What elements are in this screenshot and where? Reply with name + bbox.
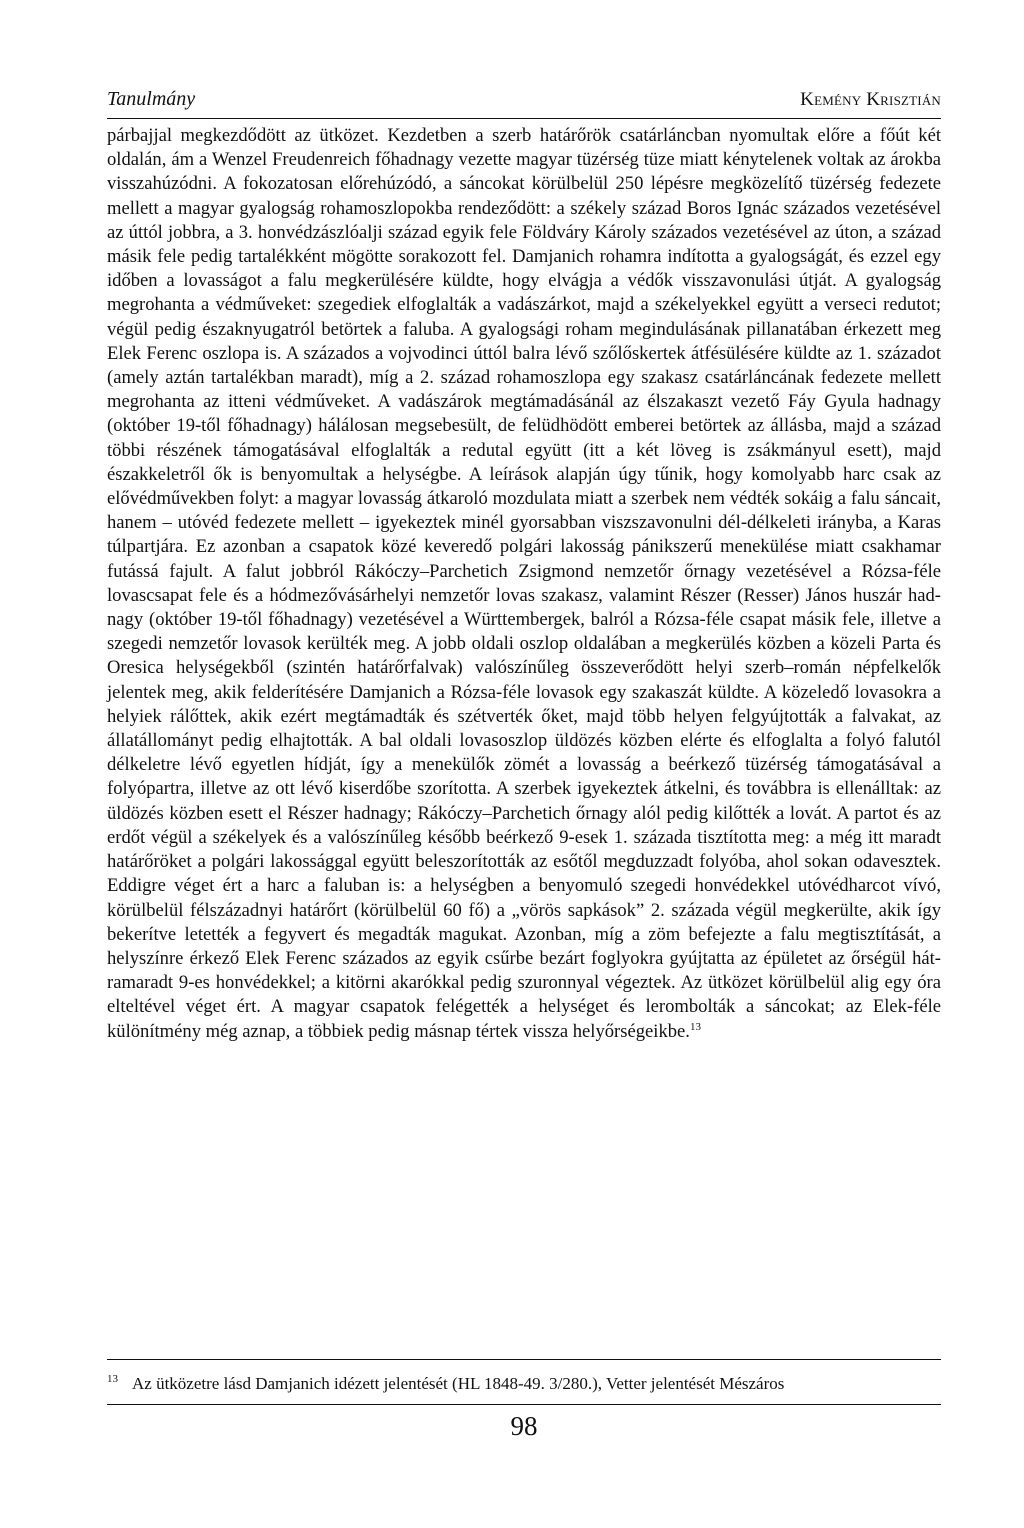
footnote-number: 13 xyxy=(107,1373,118,1386)
header-rule xyxy=(107,118,941,119)
author-name: Kemény Krisztián xyxy=(800,89,941,110)
running-header xyxy=(107,86,941,116)
section-title: Tanulmány xyxy=(107,88,196,110)
footnote-reference[interactable]: 13 xyxy=(689,1020,701,1033)
footnote-rule xyxy=(107,1359,941,1360)
body-paragraph xyxy=(107,124,941,1044)
footnote xyxy=(107,1373,941,1395)
footnote-text: Az ütközetre lásd Damjanich idézett jelentését (HL 1848-49. 3/280.), Vetter jelentését Mészáros xyxy=(132,1374,785,1393)
footnote-bottom-rule xyxy=(107,1404,941,1405)
document-page xyxy=(107,0,941,1528)
page-number: 98 xyxy=(510,1411,538,1441)
body-text: párbajjal megkezdődött az ütközet. Kezdetben a szerb határőrök csatárláncban nyomultak előre a főút két oldalán, ám a Wenzel Freudenreich főhadnagy vezette magyar tüzérség tüze miatt kénytelenek voltak az árokba visszahúzódni. A fokozatosan előrehúzódó, a sáncokat körülbelül 250 lépésre megközelítő tüzérség fedezete mellett a magyar gyalogság rohamoszlopokba rendeződött: a székely század Boros Ignác százados vezetésével az úttól jobbra, a 3. honvédzászlóalji század egyik fele Földváry Károly százados vezetésével az úton, a század másik fele pedig tartalékként mögötte sorakozott fel. Damjanich rohamra indította a gyalogságát, és ezzel egy időben a lovasságot a falu megkerülésére küldte, hogy elvágja a védők visszavonulási útját. A gyalogság megrohanta a védműveket: szegediek elfoglalták a vadászárkot, majd a székelyekkel együtt a verseci redutot; végül pedig északnyugatról betörtek a faluba. A gyalogsági roham megindulásának pillanatában érkezett meg Elek Ferenc oszlopa is. A százados a vojvodinci úttól balra lévő szőlőskertek átfésülésére küldte az 1. századot (amely aztán tartalékban maradt), míg a 2. század rohamoszlopa egy szakasz csatárláncának fedezete mellett megrohanta az itteni védműveket. A vadászárok megtámadásánál az élszakaszt vezető Fáy Gyula hadnagy (október 19-től főhadnagy) hálálosan megsebesült, de felüdhödött emberei betörtek az állásba, majd a század többi részének támogatásával elfoglalták a redutal együtt (itt a két löveg is zsákmányul esett), majd északkeletről ők is benyomultak a helységbe. A leírások alapján úgy tűnik, hogy komolyabb harc csak az elővédművekben folyt: a magyar lovasság átkaroló mozdulata miatt a szerbek nem védték sokáig a falu sáncait, hanem – utóvéd fedezete mellett – igyekeztek minél gyorsabban viszszavonulni dél-délkeleti irányba, a Karas túlpartjára. Ez azonban a csapatok közé keveredő polgári lakosság pánikszerű menekülése miatt csakhamar futássá fajult. A falut jobbról Rákóczy–Parchetich Zsigmond nemzetőr őrnagy vezetésével a Rózsa-féle lovascsapat fele és a hódmezővásárhelyi nemzetőr lovas szakasz, valamint Részer (Resser) János huszár hadnagy (október 19-től főhadnagy) vezetésével a Württembergek, balról a Rózsa-féle csapat másik fele, illetve a szegedi nemzetőr lovasok kerülték meg. A jobb oldali oszlop oldalában a megkerülés közben a közeli Parta és Oresica helységekből (szintén határőrfalvak) valószínűleg összeverődött helyi szerb–román népfelkelők jelentek meg, akik felderítésére Damjanich a Rózsa-féle lovasok egy szakaszát küldte. A közeledő lovasokra a helyiek rálőttek, akik ezért megtámadták és szétverték őket, majd több helyen felgyújtották a falvakat, az állatállományt pedig elhajtották. A bal oldali lovasoszlop üldözés közben elérte és elfoglalta a folyó falutól délkeletre lévő egyetlen hídját, így a menekülők zömét a lovasság a beérkező tüzérség támogatásával a folyópartra, illetve az ott lévő kiserdőbe szorította. A szerbek igyekeztek átkelni, és továbbra is ellenálltak: az üldözés közben esett el Részer hadnagy; Rákóczy–Parchetich őrnagy alól pedig kilőtték a lovát. A partot és az erdőt végül a székelyek és a valószínűleg később beérkező 9-esek 1. százada tisztította meg: a még itt maradt határőröket a polgári lakossággal együtt beleszorították az esőtől megduzzadt folyóba, ahol sokan odavesztek. Eddigre véget ért a harc a faluban is: a helységben a benyomuló szegedi honvédekkel utóvédharcot vívó, körülbelül félszázadnyi határőrt (körülbelül 60 fő) a „vörös sapkások” 2. százada végül megkerülte, akik így bekerítve letették a fegyvert és megadták magukat. Azonban, míg a zöm befejezte a falu megtisztítását, a helyszínre érkező Elek Ferenc százados az egyik csűrbe bezárt foglyokra gyújtatta az épületet az őrségül hátramaradt 9-es honvédekkel; a kitörni akarókkal pedig szuronnyal végeztek. Az ütközet körülbelül alig egy óra elteltével véget ért. A magyar csapatok felégették a helységet és lerombolták a sáncokat; az Elek-féle különítmény még aznap, a többiek pedig másnap tértek vissza helyőrségeikbe. xyxy=(107,125,941,1042)
